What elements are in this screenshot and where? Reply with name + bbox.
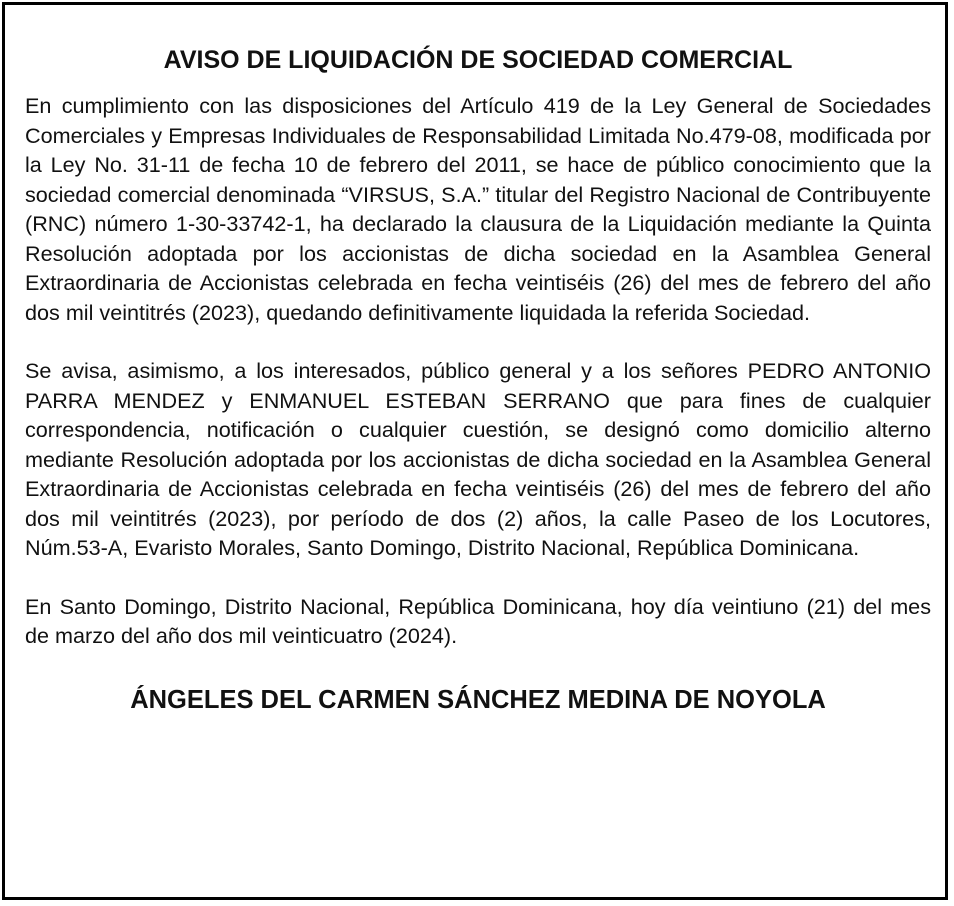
signature-name: ÁNGELES DEL CARMEN SÁNCHEZ MEDINA DE NOYOLA — [130, 685, 826, 714]
alternate-address-paragraph: Se avisa, asimismo, a los interesados, público general y a los señores PEDRO ANTONIO PARRA MENDEZ y ENMANUEL ESTEBAN SERRANO que para fines de cualquier correspondencia, notificación o cualquier cuestión, se designó como domicilio alterno mediante Resolución adoptada por los accionistas de dicha sociedad en la Asamblea General Extraordinaria de Accionistas celebrada en fecha veintiséis (26) del mes de febrero del año dos mil veintitrés (2023), por período de dos (2) años, la calle Paseo de los Locutores, Núm.53-A, Evaristo Morales, Santo Domingo, Distrito Nacional, República Dominicana. — [25, 358, 931, 560]
liquidation-paragraph: En cumplimiento con las disposiciones del Artículo 419 de la Ley General de Sociedades Comerciales y Empresas Individuales de Responsabilidad Limitada No.479-08, modificada por la Ley No. 31-11 de fecha 10 de febrero del 2011, se hace de público conocimiento que la sociedad comercial denominada “VIRSUS, S.A.” titular del Registro Nacional de Contribuyente (RNC) número 1-30-33742-1, ha declarado la clausura de la Liquidación mediante la Quinta Resolución adoptada por los accionistas de dicha sociedad en la Asamblea General Extraordinaria de Accionistas celebrada en fecha veintiséis (26) del mes de febrero del año dos mil veintitrés (2023), quedando definitivamente liquidada la referida Sociedad. — [25, 93, 931, 325]
notice-title: AVISO DE LIQUIDACIÓN DE SOCIEDAD COMERCIAL — [163, 46, 793, 74]
date-place-paragraph: En Santo Domingo, Distrito Nacional, República Dominicana, hoy día veintiuno (21) del mes de marzo del año dos mil veinticuatro (2024). — [25, 593, 931, 648]
notice-frame — [2, 2, 948, 900]
notice-content — [25, 5, 931, 717]
